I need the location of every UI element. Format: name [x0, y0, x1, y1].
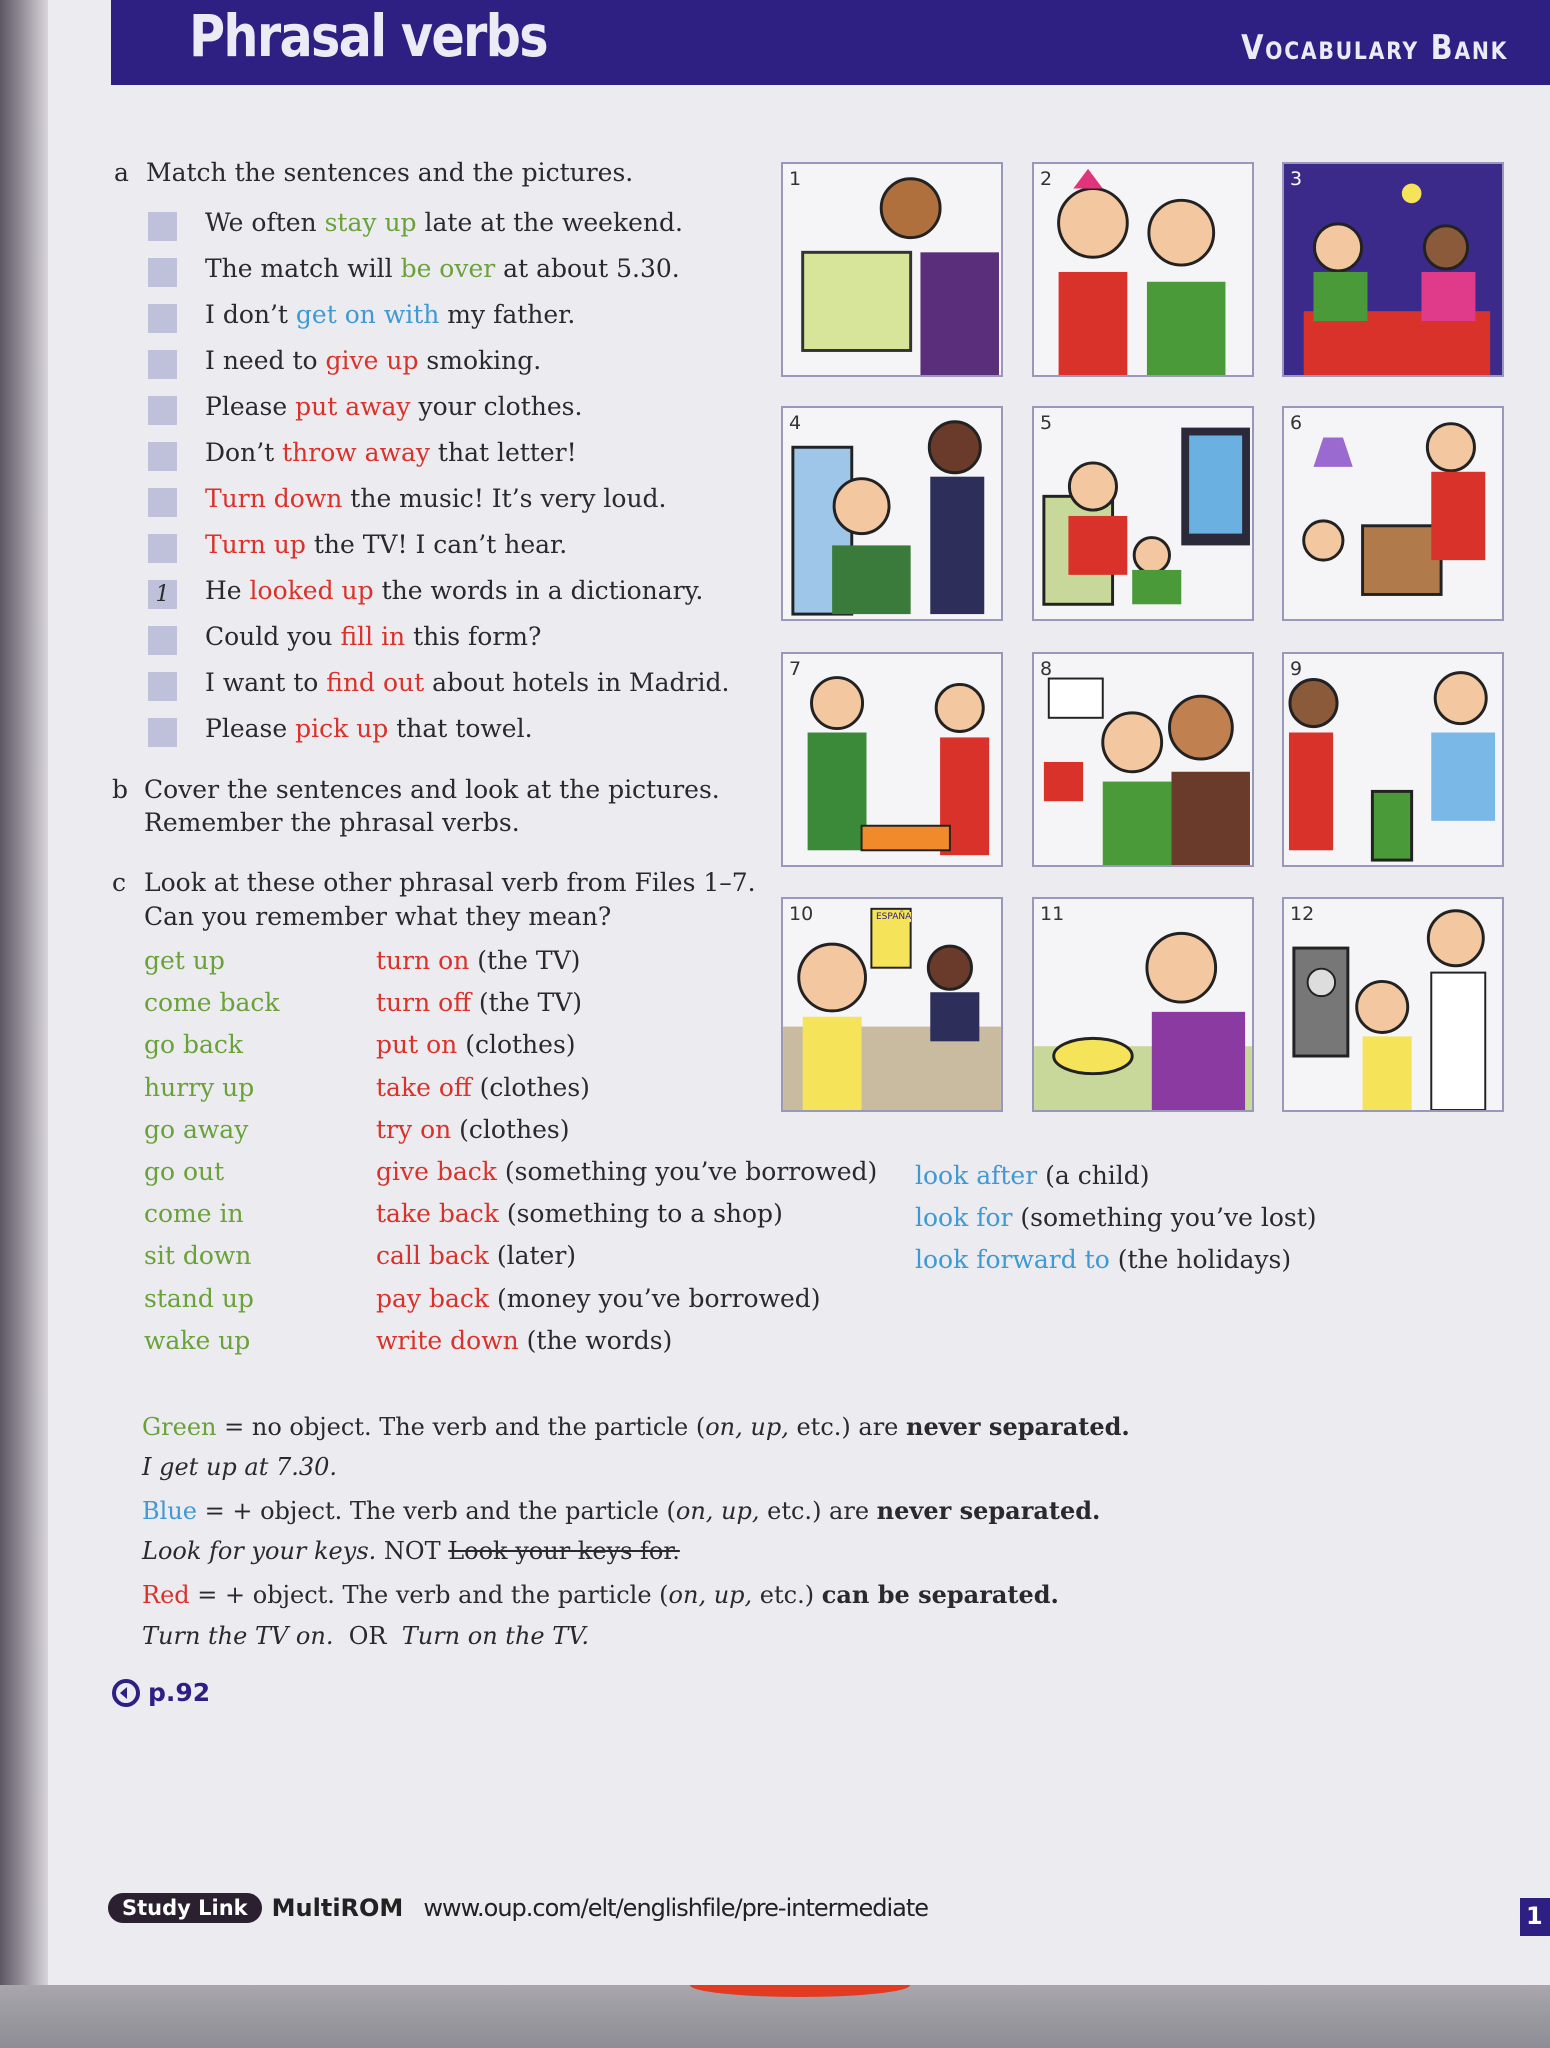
sentence [205, 438, 577, 467]
exercise-instruction: Remember the phrasal verbs. [144, 808, 520, 837]
verb-note: (the holidays) [1109, 1245, 1292, 1275]
verb-note: (clothes) [471, 1072, 590, 1102]
key-word: Red [142, 1581, 190, 1609]
phrasal-verb: write down [376, 1325, 519, 1355]
answer-box[interactable] [148, 396, 177, 425]
poster-sign: ESPAÑA [876, 912, 912, 922]
sentence-text: I need to [205, 346, 326, 375]
book-spine [0, 0, 48, 2048]
sentence [205, 576, 703, 605]
sentence-text: smoking. [418, 346, 542, 375]
sentence [205, 300, 575, 329]
red-verb-item [376, 1030, 576, 1059]
exercise-letter: a [114, 158, 129, 187]
exercise-letter: c [112, 868, 127, 897]
sentence-text: late at the weekend. [416, 208, 683, 237]
sentence-text: the TV! I can’t hear. [305, 530, 568, 559]
example: I get up at 7.30. [142, 1453, 338, 1481]
illustration [1284, 164, 1502, 375]
phrasal-verb: turn off [376, 988, 471, 1018]
arrow-circle-icon [112, 1679, 140, 1707]
sentence-text: that letter! [429, 438, 577, 467]
answer-box[interactable] [148, 258, 177, 287]
sentence-text: We often [205, 208, 325, 237]
picture-10 [781, 897, 1003, 1112]
example: Turn on the TV. [401, 1622, 589, 1650]
phrasal-verb: call back [376, 1241, 489, 1271]
example: Look for your keys. [142, 1537, 377, 1565]
sentence [205, 254, 680, 283]
green-verb: come in [144, 1199, 244, 1229]
note-red [142, 1580, 1059, 1609]
verb-note: (something you’ve borrowed) [496, 1157, 878, 1186]
exercise-instruction: Cover the sentences and look at the pictures. [144, 775, 720, 804]
picture-number: 7 [789, 658, 802, 680]
sentence-text: my father. [439, 300, 576, 329]
green-verb: sit down [144, 1241, 252, 1271]
sentence-text: the words in a dictionary. [373, 576, 704, 605]
picture-number: 5 [1040, 412, 1053, 434]
picture-number: 8 [1040, 658, 1053, 680]
sentence [205, 392, 582, 421]
red-verb-item [376, 946, 580, 975]
exercise-letter: b [112, 775, 129, 804]
illustration [1284, 654, 1502, 865]
phrasal-verb: put on [376, 1030, 458, 1060]
red-verb-item [376, 1284, 821, 1313]
phrasal-verb: take back [376, 1199, 499, 1229]
sentence-text: The match will [205, 254, 401, 283]
red-verb-item [376, 1199, 783, 1228]
phrasal-verb: look for [915, 1203, 1013, 1233]
phrasal-verb: pick up [295, 714, 389, 743]
phrasal-verb: give up [325, 346, 419, 375]
answer-box[interactable] [148, 672, 177, 701]
answer-box[interactable] [148, 626, 177, 655]
red-verb-item [376, 1241, 576, 1270]
green-verb: get up [144, 946, 225, 975]
study-link-badge: Study Link [108, 1893, 262, 1923]
picture-number: 12 [1290, 903, 1315, 925]
illustration [783, 654, 1001, 865]
picture-number: 1 [789, 168, 802, 190]
illustration [1034, 899, 1252, 1110]
sentence-text: I want to [205, 668, 327, 697]
answer-box[interactable]: 1 [148, 580, 177, 609]
key-word: Blue [142, 1497, 197, 1525]
verb-note: (money you’ve borrowed) [489, 1283, 821, 1313]
blue-verb-item [915, 1161, 1150, 1190]
red-verb-item [376, 1157, 877, 1186]
blue-verb-item [915, 1203, 1317, 1232]
phrasal-verb: find out [326, 668, 425, 697]
picture-11 [1032, 897, 1254, 1112]
exercise-instruction: Look at these other phrasal verb from Files 1–7. [144, 868, 756, 897]
note-blue [142, 1496, 1100, 1525]
illustration [1034, 408, 1252, 619]
illustration [783, 164, 1001, 375]
answer-box[interactable] [148, 442, 177, 471]
picture-9 [1282, 652, 1504, 867]
green-verb: wake up [144, 1325, 251, 1355]
exercise-instruction: Match the sentences and the pictures. [146, 158, 634, 187]
phrasal-verb: put away [295, 392, 411, 421]
red-verb-item [376, 988, 582, 1017]
phrasal-verb: Turn down [205, 484, 343, 513]
illustration [783, 408, 1001, 619]
sentence [205, 622, 541, 651]
picture-2 [1032, 162, 1254, 377]
sentence [205, 714, 533, 743]
sentence-text: about hotels in Madrid. [424, 668, 730, 697]
note-text: on, up, [705, 1413, 789, 1441]
sentence-text: at about 5.30. [495, 254, 680, 283]
verb-note: (the words) [518, 1325, 673, 1355]
phrasal-verb: turn on [376, 946, 470, 975]
section-label: Vocabulary Bank [1241, 28, 1508, 68]
picture-number: 3 [1290, 168, 1303, 190]
picture-1 [781, 162, 1003, 377]
example: Turn the TV on. [142, 1622, 334, 1650]
verb-note: (the TV) [469, 946, 581, 975]
note-green [142, 1412, 1130, 1441]
green-verb: stand up [144, 1283, 254, 1313]
note-text: on, up, [675, 1497, 760, 1525]
picture-12 [1282, 897, 1504, 1112]
verb-note: (something to a shop) [498, 1199, 783, 1229]
sentence-text: the music! It’s very loud. [342, 484, 667, 513]
sentence-text: this form? [405, 622, 542, 651]
page-number: 1 [1520, 1898, 1550, 1936]
note-text: = no object. The verb and the particle ( [216, 1413, 706, 1441]
note-emphasis: never separated. [906, 1412, 1130, 1441]
sentence [205, 346, 541, 375]
picture-4 [781, 406, 1003, 621]
note-text: = + object. The verb and the particle ( [196, 1497, 676, 1525]
illustration [1034, 164, 1252, 375]
illustration [783, 899, 1001, 1110]
answer-box[interactable] [148, 212, 177, 241]
sentence-text: He [205, 576, 250, 605]
picture-5 [1032, 406, 1254, 621]
header-banner [111, 0, 1550, 85]
phrasal-verb: look forward to [915, 1245, 1110, 1275]
sentence-text: Could you [205, 622, 341, 651]
green-verb: go back [144, 1030, 244, 1060]
phrasal-verb: throw away [282, 438, 430, 467]
note-text: etc.) are [788, 1413, 906, 1441]
note-text: etc.) are [759, 1497, 877, 1525]
sentence-text: Please [205, 714, 296, 743]
green-verb: come back [144, 988, 280, 1018]
sentence-text: I don’t [205, 300, 296, 329]
note-emphasis: never separated. [876, 1496, 1101, 1525]
blue-verb-item [915, 1245, 1291, 1274]
verb-note: (something you’ve lost) [1012, 1203, 1317, 1233]
phrasal-verb: Turn up [205, 530, 306, 559]
multirom-label: MultiROM [271, 1894, 404, 1922]
picture-6 [1282, 406, 1504, 621]
phrasal-verb: try on [376, 1114, 452, 1144]
footer [108, 1893, 928, 1923]
website-link[interactable]: www.oup.com/elt/englishfile/pre-intermediate [423, 1894, 928, 1922]
green-verb: go out [144, 1157, 225, 1186]
wrong-example: Look your keys for. [448, 1537, 680, 1565]
phrasal-verb: pay back [376, 1283, 490, 1313]
green-verb: hurry up [144, 1072, 255, 1102]
sentence [205, 530, 567, 559]
phrasal-verb: stay up [324, 208, 417, 237]
phrasal-verb: looked up [249, 576, 374, 605]
phrasal-verb: get on with [295, 300, 440, 329]
key-word: Green [142, 1413, 217, 1441]
illustration [1284, 899, 1502, 1110]
answer-box[interactable] [148, 350, 177, 379]
phrasal-verb: fill in [340, 622, 406, 651]
page-link[interactable] [112, 1678, 210, 1707]
picture-number: 11 [1040, 903, 1065, 925]
picture-8 [1032, 652, 1254, 867]
picture-3 [1282, 162, 1504, 377]
sentence-text: your clothes. [410, 392, 583, 421]
exercise-instruction: Can you remember what they mean? [144, 902, 612, 931]
sentence-text: Don’t [205, 438, 283, 467]
illustration [1034, 654, 1252, 865]
illustration [1284, 408, 1502, 619]
answer-box[interactable] [148, 534, 177, 563]
note-text: etc.) [752, 1581, 822, 1609]
verb-note: (clothes) [451, 1114, 570, 1144]
picture-number: 6 [1290, 412, 1303, 434]
picture-number: 4 [789, 412, 802, 434]
green-verb: go away [144, 1114, 249, 1144]
verb-note: (a child) [1037, 1161, 1150, 1190]
red-verb-item [376, 1073, 590, 1102]
red-verb-item [376, 1115, 570, 1144]
page-link-label: p.92 [148, 1678, 211, 1707]
phrasal-verb: give back [376, 1157, 497, 1186]
verb-note: (the TV) [470, 988, 583, 1018]
phrasal-verb: look after [915, 1161, 1038, 1190]
verb-note: (later) [488, 1241, 577, 1271]
note-text: OR [333, 1622, 402, 1650]
sentence-text: Please [205, 392, 296, 421]
picture-7 [781, 652, 1003, 867]
answer-box[interactable] [148, 718, 177, 747]
answer-box[interactable] [148, 304, 177, 333]
sentence [205, 668, 729, 697]
phrasal-verb: take off [376, 1072, 472, 1102]
note-text: NOT [376, 1537, 449, 1565]
page-title: Phrasal verbs [189, 2, 547, 70]
note-text: on, up, [668, 1581, 753, 1609]
picture-number: 2 [1040, 168, 1053, 190]
sentence [205, 484, 667, 513]
red-verb-item [376, 1326, 672, 1355]
picture-number: 10 [789, 903, 814, 925]
note-text: = + object. The verb and the particle ( [189, 1581, 669, 1609]
sentence-text: that towel. [388, 714, 533, 743]
note-emphasis: can be separated. [821, 1580, 1059, 1609]
verb-note: (clothes) [457, 1030, 576, 1060]
sentence [205, 208, 683, 237]
answer-box[interactable] [148, 488, 177, 517]
picture-number: 9 [1290, 658, 1303, 680]
phrasal-verb: be over [400, 254, 496, 283]
